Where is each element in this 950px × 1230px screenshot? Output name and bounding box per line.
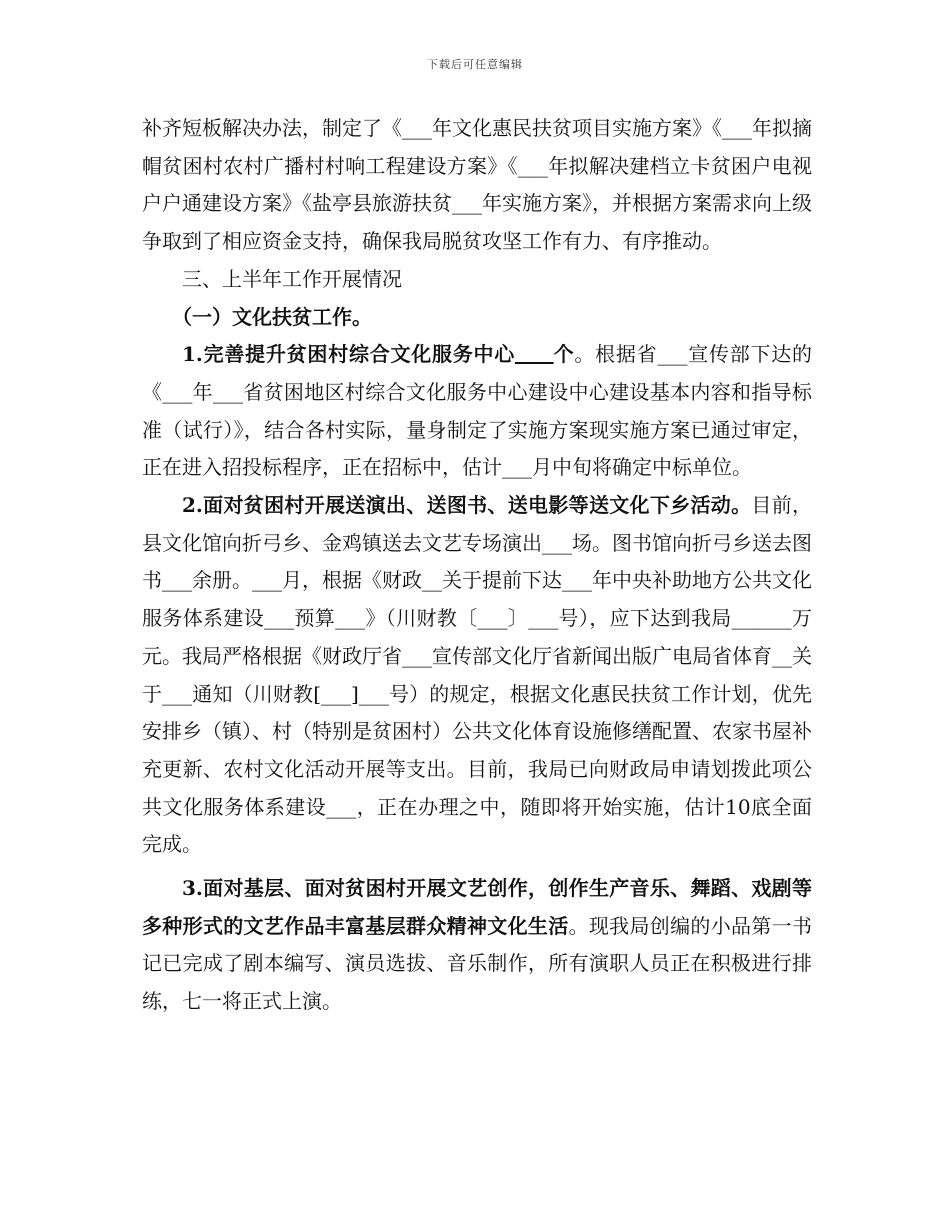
item-3 — [142, 870, 812, 1021]
section-heading-3: 三、上半年工作开展情况 — [182, 266, 402, 291]
document-body — [142, 110, 812, 1021]
item-3-title: 3.面对基层、面对贫困村开展文艺创作，创作生产音乐、舞蹈、戏剧等多种形式的文艺作品丰富基层群众精神文化生活 — [142, 876, 812, 938]
item-1-body: 。根据省___宣传部下达的《___年___省贫困地区村综合文化服务中心建设中心建设基本内容和指导标准（试行）》，结合各村实际，量身制定了实施方案现实施方案已通过审定，正在进入招投标程序，正在招标中，估计___月中旬将确定中标单位。 — [142, 342, 812, 480]
item-3-body: 。现我局创编的小品第一书记已完成了剧本编写、演员选拔、音乐制作，所有演职人员正在积极进行排练，七一将正式上演。 — [142, 913, 812, 1014]
item-1-title-suffix: 个 — [553, 342, 575, 367]
item-1-blank — [515, 342, 554, 366]
subsection-heading-culture: （一）文化扶贫工作。 — [172, 304, 372, 329]
item-1 — [142, 336, 812, 487]
item-2-body: 目前，县文化馆向折弓乡、金鸡镇送去文艺专场演出___场。图书馆向折弓乡送去图书___余册。___月，根据《财政__关于提前下达___年中央补助地方公共文化服务体系建设___预算___》（川财教〔___〕___号），应下达到我局______万元。我局严格根据《财政厅省___宣传部文化厅省新闻出版广电局省体育__关于___通知（川财教[___]___号）的规定，根据文化惠民扶贫工作计划，优先安排乡（镇）、村（特别是贫困村）公共文化体育设施修缮配置、农家书屋补充更新、农村文化活动开展等支出。目前，我局已向财政局申请划拨此项公共文化服务体系建设___，正在办理之中，随即将开始实施，估计10底全面完成。 — [142, 493, 812, 857]
item-2 — [142, 487, 812, 864]
item-1-title: 1.完善提升贫困村综合文化服务中心 — [182, 342, 516, 367]
item-2-title: 2.面对贫困村开展送演出、送图书、送电影等送文化下乡活动。 — [182, 493, 752, 518]
paragraph-intro: 补齐短板解决办法，制定了《___年文化惠民扶贫项目实施方案》《___年拟摘帽贫困村农村广播村村响工程建设方案》《___年拟解决建档立卡贫困户电视户户通建设方案》《盐亭县旅游扶贫___年实施方案》，并根据方案需求向上级争取到了相应资金支持，确保我局脱贫攻坚工作有力、有序推动。 — [142, 116, 812, 254]
page-header: 下载后可任意编辑 — [427, 58, 523, 71]
